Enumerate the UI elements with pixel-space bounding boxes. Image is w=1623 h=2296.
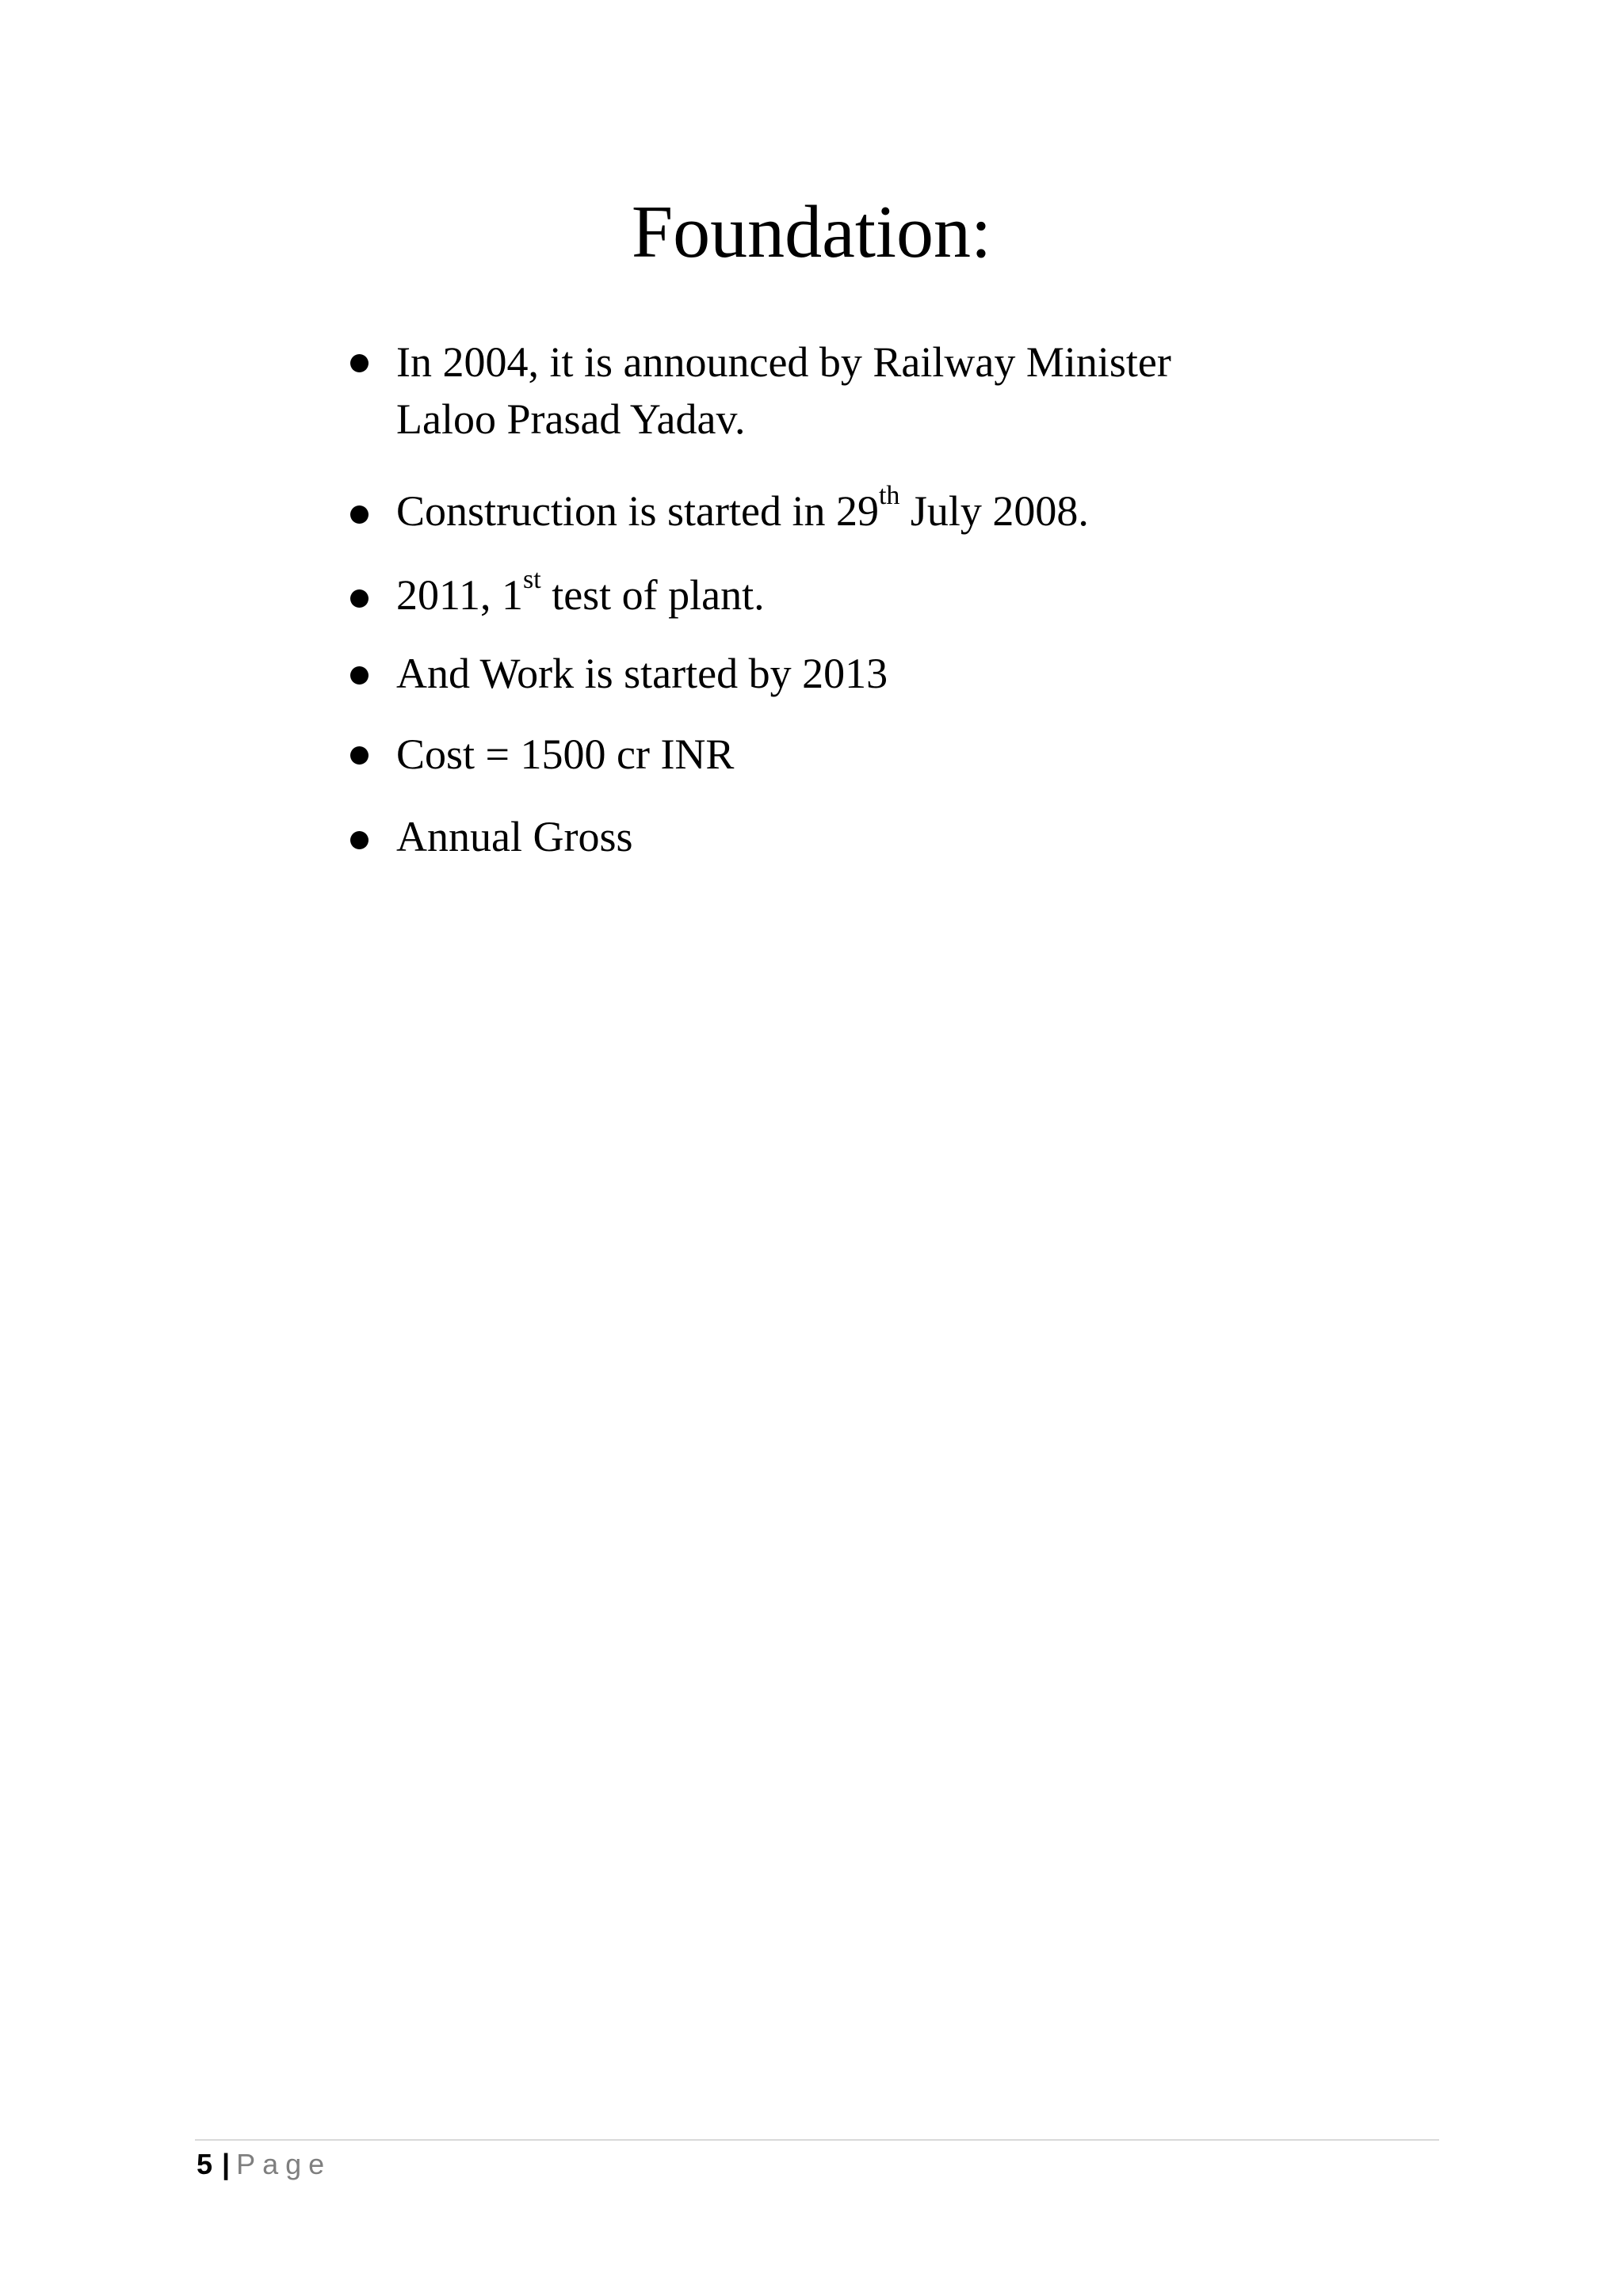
bullet-icon bbox=[350, 354, 369, 372]
bullet-icon bbox=[350, 831, 369, 849]
list-item-text: And Work is started by 2013 bbox=[396, 650, 888, 697]
list-item bbox=[396, 566, 1308, 624]
list-item-text: July 2008. bbox=[899, 487, 1089, 535]
list-item bbox=[396, 808, 1308, 865]
list-item bbox=[396, 726, 1308, 783]
list-item-text: Laloo Prasad Yadav. bbox=[396, 395, 746, 443]
page-number: 5 bbox=[197, 2148, 213, 2180]
page-footer bbox=[197, 2145, 331, 2184]
page-title: Foundation: bbox=[631, 191, 992, 273]
superscript: th bbox=[878, 481, 900, 510]
bullet-icon bbox=[350, 589, 369, 608]
footer-separator: | bbox=[222, 2148, 231, 2180]
list-item-text: test of plant. bbox=[540, 571, 765, 619]
superscript: st bbox=[523, 565, 541, 594]
list-item-text: Cost = 1500 cr INR bbox=[396, 730, 735, 778]
list-item bbox=[396, 334, 1308, 448]
list-item bbox=[396, 482, 1308, 540]
footer-divider bbox=[195, 2139, 1439, 2141]
bullet-icon bbox=[350, 505, 369, 524]
page-label: Page bbox=[236, 2148, 332, 2180]
list-item-text: 2011, 1 bbox=[396, 571, 523, 619]
bullet-icon bbox=[350, 666, 369, 685]
list-item-text: Annual Gross bbox=[396, 813, 633, 860]
list-item bbox=[396, 645, 1308, 702]
bullet-icon bbox=[350, 746, 369, 765]
list-item-text: Construction is started in 29 bbox=[396, 487, 879, 535]
list-item-text: In 2004, it is announced by Railway Minister bbox=[396, 338, 1171, 386]
